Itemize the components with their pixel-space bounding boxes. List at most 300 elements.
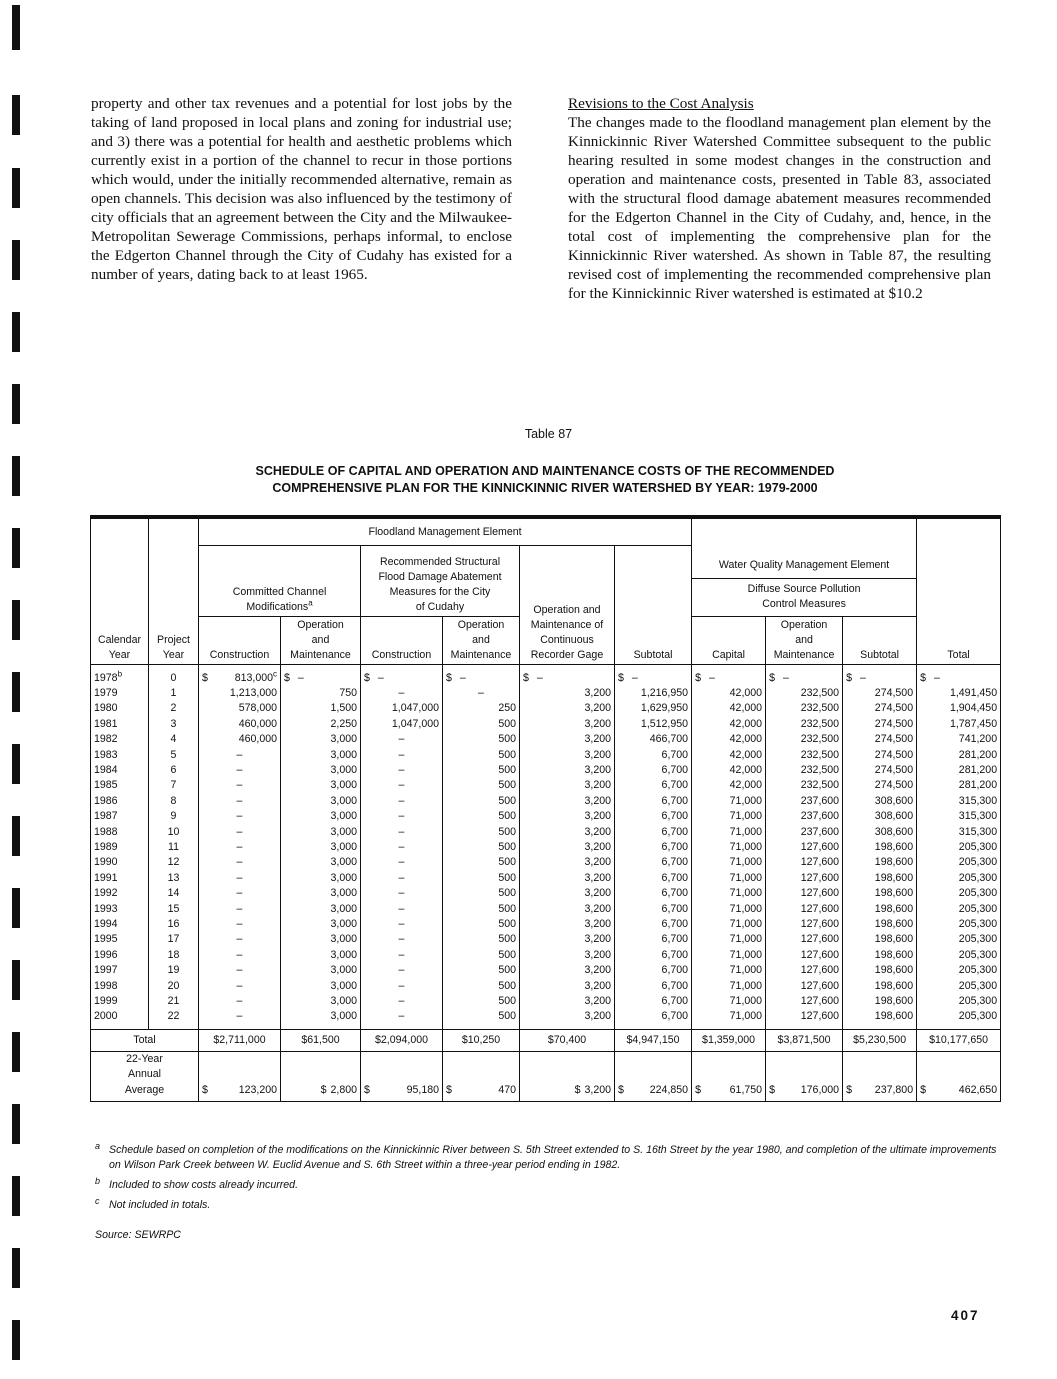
value-cell: 500: [443, 871, 520, 886]
average-cell: $ 2,800: [281, 1051, 361, 1101]
table-row: [91, 963, 1001, 978]
value-cell: 500: [443, 886, 520, 901]
average-label: 22-Year Annual Average: [91, 1051, 199, 1101]
value-cell: 127,600: [766, 948, 843, 963]
value-cell: 127,600: [766, 886, 843, 901]
value-cell: 741,200: [917, 732, 1001, 747]
value-cell: 232,500: [766, 763, 843, 778]
table-row: [91, 748, 1001, 763]
value-cell: –: [199, 794, 281, 809]
binding-mark: [12, 816, 20, 856]
value-cell: 3,200: [520, 994, 615, 1009]
value-cell: 71,000: [692, 902, 766, 917]
value-cell: 500: [443, 763, 520, 778]
total-cell: $61,500: [281, 1029, 361, 1051]
value-cell: 1,047,000: [361, 717, 443, 732]
project-year-cell: 20: [149, 979, 199, 994]
footnote: [95, 1198, 1000, 1213]
value-cell: 6,700: [615, 794, 692, 809]
value-cell: 3,000: [281, 732, 361, 747]
value-cell: 1,213,000: [199, 686, 281, 701]
value-cell: –: [199, 963, 281, 978]
value-cell: 1,500: [281, 701, 361, 716]
total-row: [91, 1029, 1001, 1051]
value-cell: –: [361, 732, 443, 747]
value-cell: 6,700: [615, 855, 692, 870]
value-cell: –: [199, 871, 281, 886]
header-water-quality-group: [692, 554, 917, 617]
value-cell: 127,600: [766, 932, 843, 947]
value-cell: 6,700: [615, 809, 692, 824]
footnote: [95, 1178, 1000, 1193]
value-cell: –: [361, 855, 443, 870]
value-cell: 3,200: [520, 778, 615, 793]
value-cell: 500: [443, 1009, 520, 1029]
value-cell: 205,300: [917, 840, 1001, 855]
value-cell: 460,000: [199, 717, 281, 732]
value-cell: –: [199, 1009, 281, 1029]
value-cell: 274,500: [843, 686, 917, 701]
value-cell: $ –: [917, 664, 1001, 686]
table-row: [91, 686, 1001, 701]
project-year-cell: 11: [149, 840, 199, 855]
calendar-year-cell: 1992: [91, 886, 149, 901]
value-cell: –: [199, 809, 281, 824]
total-cell: $5,230,500: [843, 1029, 917, 1051]
binding-mark: [12, 312, 20, 352]
calendar-year-cell: 1997: [91, 963, 149, 978]
table-row: [91, 809, 1001, 824]
calendar-year-cell: 1991: [91, 871, 149, 886]
value-cell: 3,200: [520, 948, 615, 963]
footnote-text: Schedule based on completion of the modifications on the Kinnickinnic River between S. 5th Street extended to S. 16th Street by the year 1980, and completion of the ultimate improvements on Wilson Park Creek between W. Euclid Avenue and S. 6th Street within a three-year period ending in 1982.: [109, 1144, 997, 1171]
value-cell: 42,000: [692, 778, 766, 793]
binding-mark: [12, 1320, 20, 1360]
value-cell: 2,250: [281, 717, 361, 732]
value-cell: 1,216,950: [615, 686, 692, 701]
value-cell: 205,300: [917, 963, 1001, 978]
total-cell: $10,177,650: [917, 1029, 1001, 1051]
value-cell: 71,000: [692, 948, 766, 963]
value-cell: –: [361, 886, 443, 901]
value-cell: 127,600: [766, 855, 843, 870]
value-cell: 127,600: [766, 917, 843, 932]
header-water-quality: Water Quality Management Element: [692, 554, 916, 579]
table-row: [91, 994, 1001, 1009]
binding-mark: [12, 5, 20, 50]
calendar-year-cell: 1993: [91, 902, 149, 917]
value-cell: 198,600: [843, 994, 917, 1009]
value-cell: 3,200: [520, 917, 615, 932]
value-cell: $ –: [281, 664, 361, 686]
value-cell: 3,200: [520, 732, 615, 747]
table-row: [91, 871, 1001, 886]
value-cell: $ –: [766, 664, 843, 686]
header-cc-om: Operation and Maintenance: [281, 616, 361, 664]
value-cell: 6,700: [615, 994, 692, 1009]
value-cell: 42,000: [692, 763, 766, 778]
value-cell: $ –: [361, 664, 443, 686]
value-cell: 232,500: [766, 748, 843, 763]
value-cell: 3,000: [281, 932, 361, 947]
table-row: [91, 979, 1001, 994]
header-cc-construction: Construction: [199, 616, 281, 664]
paragraph: The changes made to the floodland management plan element by the Kinnickinnic River Watershed Committee subsequent to the public hearing resulted in some modest changes in the construction and operation and maintenance costs, presented in Table 83, associated with the structural flood damage abatement measures recommended for the Edgerton Channel in the City of Cudahy, and, hence, in the total cost of implementing the comprehensive plan for the Kinnickinnic River watershed. As shown in Table 87, the resulting revised cost of implementing the recommended comprehensive plan for the Kinnickinnic River watershed is estimated at $10.2: [568, 114, 991, 302]
calendar-year-cell: 1994: [91, 917, 149, 932]
value-cell: 198,600: [843, 871, 917, 886]
value-cell: –: [361, 763, 443, 778]
value-cell: 71,000: [692, 1009, 766, 1029]
value-cell: 198,600: [843, 963, 917, 978]
table-row: [91, 902, 1001, 917]
value-cell: 3,200: [520, 963, 615, 978]
value-cell: 71,000: [692, 917, 766, 932]
calendar-year-cell: 1980: [91, 701, 149, 716]
total-cell: $4,947,150: [615, 1029, 692, 1051]
project-year-cell: 21: [149, 994, 199, 1009]
value-cell: 71,000: [692, 840, 766, 855]
value-cell: 6,700: [615, 1009, 692, 1029]
value-cell: 6,700: [615, 932, 692, 947]
table-row: [91, 825, 1001, 840]
cost-schedule-table-container: [90, 515, 1001, 1102]
header-recorder-gage: Operation and Maintenance of Continuous Recorder Gage: [520, 546, 615, 665]
value-cell: 500: [443, 902, 520, 917]
total-cell: $70,400: [520, 1029, 615, 1051]
calendar-year-cell: 1998: [91, 979, 149, 994]
value-cell: 127,600: [766, 994, 843, 1009]
value-cell: 205,300: [917, 871, 1001, 886]
table-row: [91, 948, 1001, 963]
value-cell: 250: [443, 701, 520, 716]
footnote: [95, 1143, 1000, 1173]
header-total: Total: [917, 519, 1001, 665]
table-row: [91, 855, 1001, 870]
binding-mark: [12, 240, 20, 280]
value-cell: 42,000: [692, 686, 766, 701]
value-cell: –: [361, 748, 443, 763]
value-cell: 1,629,950: [615, 701, 692, 716]
calendar-year-cell: 1988: [91, 825, 149, 840]
value-cell: 3,200: [520, 979, 615, 994]
value-cell: 237,600: [766, 794, 843, 809]
header-wq-om: Operation and Maintenance: [766, 616, 843, 664]
value-cell: –: [199, 917, 281, 932]
value-cell: –: [361, 994, 443, 1009]
binding-mark: [12, 600, 20, 640]
table-row: [91, 664, 1001, 686]
value-cell: 198,600: [843, 840, 917, 855]
value-cell: –: [199, 932, 281, 947]
value-cell: –: [361, 840, 443, 855]
value-cell: 42,000: [692, 748, 766, 763]
value-cell: 3,200: [520, 855, 615, 870]
total-cell: $10,250: [443, 1029, 520, 1051]
value-cell: 3,200: [520, 902, 615, 917]
header-floodland-element: Floodland Management Element: [199, 519, 692, 546]
value-cell: 274,500: [843, 748, 917, 763]
value-cell: 3,000: [281, 778, 361, 793]
value-cell: 6,700: [615, 871, 692, 886]
calendar-year-cell: 1986: [91, 794, 149, 809]
value-cell: 460,000: [199, 732, 281, 747]
binding-mark: [12, 672, 20, 712]
header-empty: [692, 519, 917, 554]
body-text-left-column: [91, 94, 512, 284]
value-cell: 232,500: [766, 717, 843, 732]
total-cell: $1,359,000: [692, 1029, 766, 1051]
value-cell: –: [199, 855, 281, 870]
table-title: [140, 463, 950, 497]
value-cell: 3,200: [520, 763, 615, 778]
project-year-cell: 15: [149, 902, 199, 917]
value-cell: –: [361, 825, 443, 840]
average-cell: $ 176,000: [766, 1051, 843, 1101]
value-cell: 205,300: [917, 994, 1001, 1009]
value-cell: 1,491,450: [917, 686, 1001, 701]
value-cell: $ –: [692, 664, 766, 686]
value-cell: 6,700: [615, 778, 692, 793]
value-cell: 6,700: [615, 948, 692, 963]
value-cell: 3,000: [281, 871, 361, 886]
value-cell: 205,300: [917, 979, 1001, 994]
value-cell: 205,300: [917, 855, 1001, 870]
calendar-year-cell: 1995: [91, 932, 149, 947]
value-cell: 500: [443, 963, 520, 978]
value-cell: 578,000: [199, 701, 281, 716]
value-cell: 500: [443, 825, 520, 840]
value-cell: 205,300: [917, 886, 1001, 901]
value-cell: 500: [443, 840, 520, 855]
value-cell: 71,000: [692, 871, 766, 886]
value-cell: 127,600: [766, 963, 843, 978]
value-cell: 500: [443, 748, 520, 763]
value-cell: 71,000: [692, 809, 766, 824]
binding-mark: [12, 528, 20, 568]
table-row: [91, 794, 1001, 809]
value-cell: 3,000: [281, 886, 361, 901]
page-number: 407: [951, 1308, 980, 1323]
value-cell: 237,600: [766, 809, 843, 824]
value-cell: 3,000: [281, 840, 361, 855]
average-cell: $ 237,800: [843, 1051, 917, 1101]
value-cell: 3,200: [520, 825, 615, 840]
footnote-text: Included to show costs already incurred.: [109, 1179, 299, 1191]
value-cell: 500: [443, 932, 520, 947]
header-diffuse-source: Diffuse Source Pollution Control Measures: [747, 582, 861, 610]
section-heading: Revisions to the Cost Analysis: [568, 95, 754, 112]
table-row: [91, 917, 1001, 932]
value-cell: 6,700: [615, 763, 692, 778]
project-year-cell: 8: [149, 794, 199, 809]
table-summary: [91, 1029, 1001, 1101]
value-cell: 6,700: [615, 825, 692, 840]
value-cell: 281,200: [917, 778, 1001, 793]
header-project-year: Project Year: [149, 519, 199, 665]
table-row: [91, 778, 1001, 793]
cost-schedule-table: [90, 518, 1001, 1102]
average-cell: $ 462,650: [917, 1051, 1001, 1101]
value-cell: –: [199, 748, 281, 763]
binding-mark: [12, 1176, 20, 1216]
table-title-line: SCHEDULE OF CAPITAL AND OPERATION AND MAINTENANCE COSTS OF THE RECOMMENDED: [255, 464, 835, 478]
value-cell: –: [199, 948, 281, 963]
project-year-cell: 4: [149, 732, 199, 747]
value-cell: 71,000: [692, 932, 766, 947]
calendar-year-cell: 1982: [91, 732, 149, 747]
value-cell: 3,000: [281, 1009, 361, 1029]
value-cell: 500: [443, 948, 520, 963]
calendar-year-cell: 1978$^b$: [91, 664, 149, 686]
total-cell: $2,711,000: [199, 1029, 281, 1051]
table-body: [91, 664, 1001, 1029]
table-row: [91, 717, 1001, 732]
binding-mark: [12, 384, 20, 424]
value-cell: 42,000: [692, 701, 766, 716]
value-cell: –: [361, 794, 443, 809]
project-year-cell: 6: [149, 763, 199, 778]
project-year-cell: 16: [149, 917, 199, 932]
value-cell: –: [361, 809, 443, 824]
value-cell: 237,600: [766, 825, 843, 840]
binding-mark: [12, 168, 20, 208]
header-wq-subtotal: Subtotal: [843, 616, 917, 664]
binding-mark: [12, 1248, 20, 1288]
value-cell: –: [199, 840, 281, 855]
value-cell: 6,700: [615, 902, 692, 917]
value-cell: 232,500: [766, 732, 843, 747]
value-cell: 500: [443, 917, 520, 932]
project-year-cell: 13: [149, 871, 199, 886]
value-cell: 42,000: [692, 717, 766, 732]
value-cell: 127,600: [766, 902, 843, 917]
value-cell: 3,200: [520, 701, 615, 716]
project-year-cell: 12: [149, 855, 199, 870]
value-cell: 274,500: [843, 717, 917, 732]
value-cell: 6,700: [615, 979, 692, 994]
value-cell: –: [199, 979, 281, 994]
value-cell: 500: [443, 732, 520, 747]
value-cell: 6,700: [615, 748, 692, 763]
average-cell: $ 61,750: [692, 1051, 766, 1101]
value-cell: $ –: [843, 664, 917, 686]
value-cell: 127,600: [766, 1009, 843, 1029]
value-cell: 6,700: [615, 886, 692, 901]
body-text-right-column: [568, 94, 991, 303]
value-cell: –: [361, 871, 443, 886]
value-cell: 71,000: [692, 855, 766, 870]
project-year-cell: 17: [149, 932, 199, 947]
value-cell: $ –: [443, 664, 520, 686]
value-cell: 71,000: [692, 886, 766, 901]
project-year-cell: 22: [149, 1009, 199, 1029]
binding-mark: [12, 744, 20, 784]
header-st-construction: Construction: [361, 616, 443, 664]
value-cell: 232,500: [766, 778, 843, 793]
value-cell: 205,300: [917, 1009, 1001, 1029]
project-year-cell: 10: [149, 825, 199, 840]
value-cell: –: [361, 979, 443, 994]
value-cell: $ –: [520, 664, 615, 686]
header-committed-channel: Committed Channel Modifications$^a$: [199, 546, 361, 617]
project-year-cell: 7: [149, 778, 199, 793]
value-cell: 3,200: [520, 809, 615, 824]
project-year-cell: 9: [149, 809, 199, 824]
calendar-year-cell: 1999: [91, 994, 149, 1009]
value-cell: 315,300: [917, 809, 1001, 824]
value-cell: –: [361, 686, 443, 701]
value-cell: 500: [443, 809, 520, 824]
value-cell: 198,600: [843, 932, 917, 947]
calendar-year-cell: 1990: [91, 855, 149, 870]
value-cell: 750: [281, 686, 361, 701]
value-cell: 71,000: [692, 794, 766, 809]
calendar-year-cell: 2000: [91, 1009, 149, 1029]
footnote-text: Not included in totals.: [109, 1199, 211, 1211]
value-cell: –: [199, 902, 281, 917]
value-cell: –: [199, 763, 281, 778]
value-cell: 3,000: [281, 809, 361, 824]
value-cell: 308,600: [843, 825, 917, 840]
value-cell: 198,600: [843, 917, 917, 932]
binding-mark: [12, 960, 20, 1000]
value-cell: –: [361, 932, 443, 947]
footnotes: [95, 1143, 1000, 1218]
value-cell: 198,600: [843, 902, 917, 917]
average-cell: $ 95,180: [361, 1051, 443, 1101]
value-cell: 1,904,450: [917, 701, 1001, 716]
binding-mark: [12, 888, 20, 928]
footnote-mark: a: [95, 1141, 101, 1151]
total-label: Total: [91, 1029, 199, 1051]
header-structural-measures: Recommended Structural Flood Damage Abatement Measures for the City of Cudahy: [361, 546, 520, 617]
value-cell: 281,200: [917, 763, 1001, 778]
value-cell: 274,500: [843, 732, 917, 747]
value-cell: 500: [443, 794, 520, 809]
value-cell: –: [199, 886, 281, 901]
value-cell: 1,512,950: [615, 717, 692, 732]
value-cell: 1,787,450: [917, 717, 1001, 732]
value-cell: 3,200: [520, 932, 615, 947]
value-cell: –: [199, 778, 281, 793]
value-cell: 308,600: [843, 809, 917, 824]
value-cell: 500: [443, 717, 520, 732]
average-cell: $ 470: [443, 1051, 520, 1101]
calendar-year-cell: 1989: [91, 840, 149, 855]
value-cell: 127,600: [766, 840, 843, 855]
value-cell: 6,700: [615, 840, 692, 855]
value-cell: 500: [443, 979, 520, 994]
binding-mark: [12, 1104, 20, 1144]
value-cell: 315,300: [917, 794, 1001, 809]
value-cell: 500: [443, 994, 520, 1009]
average-cell: $ 3,200: [520, 1051, 615, 1101]
value-cell: –: [443, 686, 520, 701]
value-cell: –: [361, 902, 443, 917]
header-floodland-subtotal: Subtotal: [615, 546, 692, 665]
calendar-year-cell: 1996: [91, 948, 149, 963]
calendar-year-cell: 1985: [91, 778, 149, 793]
calendar-year-cell: 1979: [91, 686, 149, 701]
value-cell: 3,000: [281, 917, 361, 932]
project-year-cell: 3: [149, 717, 199, 732]
binding-mark: [12, 95, 20, 135]
value-cell: –: [199, 825, 281, 840]
value-cell: 3,200: [520, 686, 615, 701]
binding-mark: [12, 1032, 20, 1072]
value-cell: 3,000: [281, 825, 361, 840]
project-year-cell: 1: [149, 686, 199, 701]
